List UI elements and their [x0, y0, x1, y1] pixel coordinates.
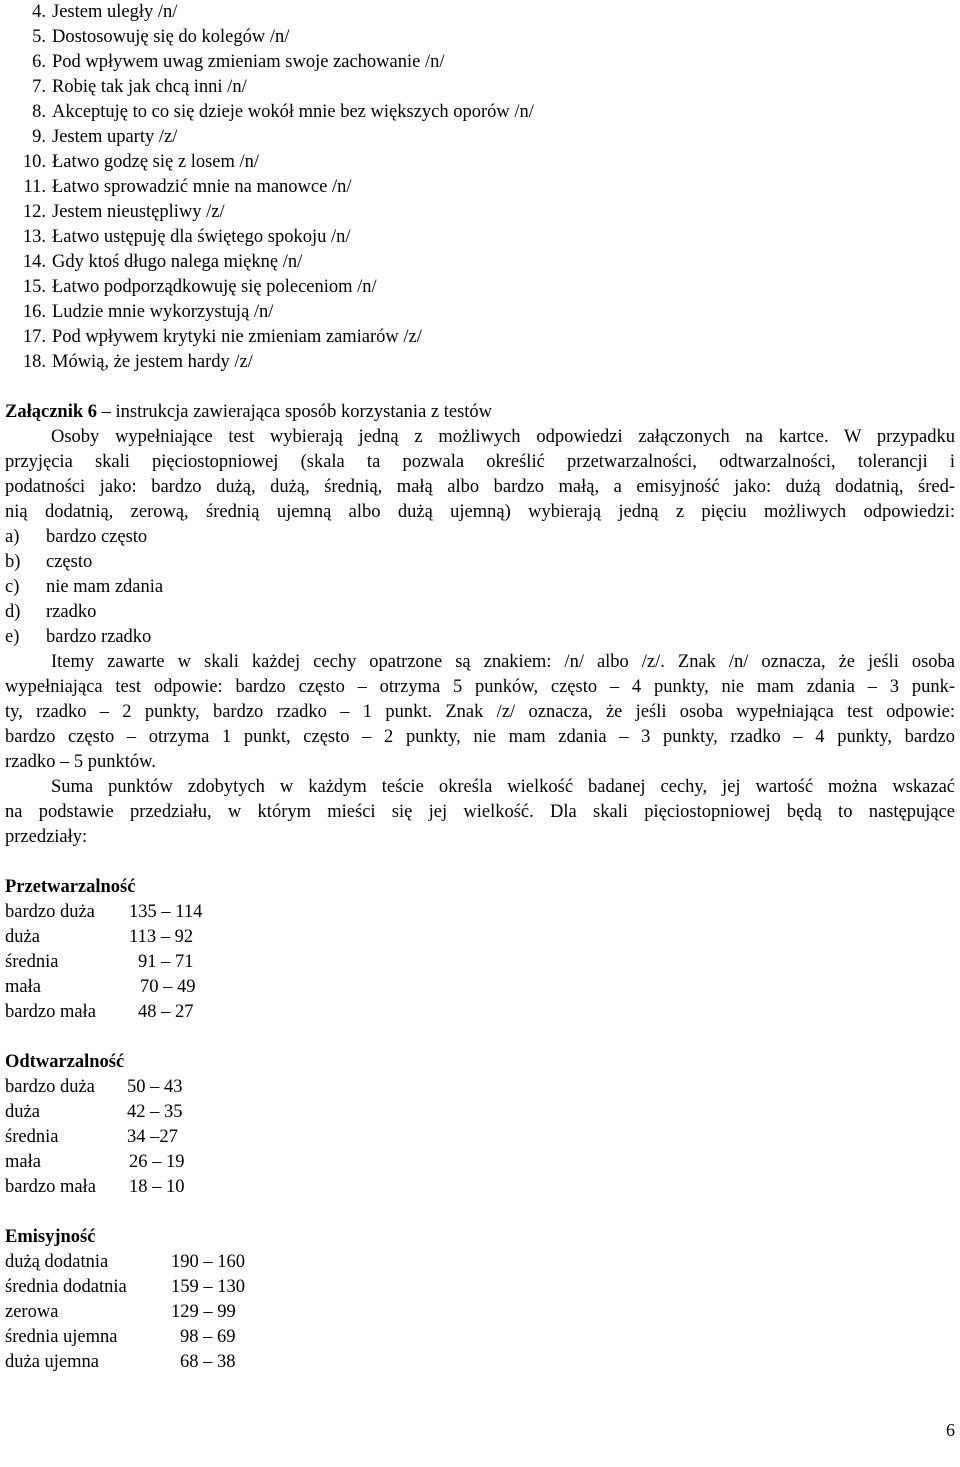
answer-option: e) bardzo rzadko [5, 627, 152, 647]
answer-option: c) nie mam zdania [5, 577, 164, 597]
spacer [5, 1025, 955, 1050]
paragraph-line: bardzo często – otrzyma 1 punkt, często – 2 punkty, nie mam zdania – 3 punkty, rzadko – 4 punkty, bardzo [5, 727, 955, 747]
range-row: średnia dodatnia 159 – 130 [5, 1277, 245, 1297]
section-heading: Odtwarzalność [5, 1052, 125, 1072]
annex-label: Załącznik 6 [5, 402, 97, 422]
range-row: duża 42 – 35 [5, 1102, 183, 1122]
spacer [5, 850, 955, 875]
annex-heading [5, 400, 955, 425]
paragraph-line: Suma punktów zdobytych w każdym teście określa wielkość badanej cechy, jej wartość można wskazać [51, 777, 955, 797]
paragraph-line: przyjęcia skali pięciostopniowej (skala ta pozwala określić przetwarzalności, odtwarzalności, tolerancji i [5, 452, 955, 472]
list-item: 10. Łatwo godzę się z losem /n/ [22, 152, 260, 172]
paragraph-line: wypełniająca test odpowie: bardzo często – otrzyma 5 punków, często – 4 punkty, nie mam zdania – 3 punk- [5, 677, 955, 697]
annex-title: – instrukcja zawierająca sposób korzystania z testów [97, 402, 493, 422]
spacer [5, 1200, 955, 1225]
answer-option: d) rzadko [5, 602, 97, 622]
answer-options [5, 525, 955, 650]
scoring-paragraph [5, 650, 955, 775]
section-przetwarzalnosc [5, 875, 955, 1025]
list-item: 18. Mówią, że jestem hardy /z/ [22, 352, 253, 372]
list-item: 9. Jestem uparty /z/ [32, 127, 178, 147]
ranges-paragraph [5, 775, 955, 850]
paragraph-line: ty, rzadko – 2 punkty, bardzo rzadko – 1 punkt. Znak /z/ oznacza, że jeśli osoba wypełniająca test odpowie: [5, 702, 955, 722]
paragraph-line: podatności jako: bardzo dużą, dużą, średnią, małą albo bardzo małą, a emisyjność jako: dużą dodatnią, śred- [5, 477, 955, 497]
list-item: 11. Łatwo sprowadzić mnie na manowce /n/ [23, 177, 352, 197]
list-item: 7. Robię tak jak chcą inni /n/ [32, 77, 247, 97]
document-page [5, 0, 955, 1375]
range-row: bardzo mała 48 – 27 [5, 1002, 194, 1022]
paragraph-line: przedziały: [5, 827, 88, 847]
list-item: 5. Dostosowuję się do kolegów /n/ [32, 27, 290, 47]
range-row: duża ujemna 68 – 38 [5, 1352, 236, 1372]
list-item: 8. Akceptuję to co się dzieje wokół mnie bez większych oporów /n/ [32, 102, 534, 122]
instruction-paragraph [5, 425, 955, 525]
list-item: 17. Pod wpływem krytyki nie zmieniam zamiarów /z/ [22, 327, 422, 347]
list-item: 16. Ludzie mnie wykorzystują /n/ [22, 302, 274, 322]
list-item: 14. Gdy ktoś długo nalega mięknę /n/ [22, 252, 303, 272]
range-row: średnia 91 – 71 [5, 952, 194, 972]
answer-option: b) często [5, 552, 93, 572]
paragraph-line: Osoby wypełniające test wybierają jedną z możliwych odpowiedzi załączonych na kartce. W przypadku [51, 427, 955, 447]
paragraph-line: na podstawie przedziału, w którym mieści się jej wielkość. Dla skali pięciostopniowej będą to następujące [5, 802, 955, 822]
section-odtwarzalnosc [5, 1050, 955, 1200]
paragraph-line: nią dodatnią, zerową, średnią ujemną albo dużą ujemną) wybierają jedną z pięciu możliwych odpowiedzi: [5, 502, 955, 522]
paragraph-line: rzadko – 5 punktów. [5, 752, 156, 772]
range-row: bardzo duża 135 – 114 [5, 902, 203, 922]
range-row: duża 113 – 92 [5, 927, 194, 947]
range-row: zerowa 129 – 99 [5, 1302, 236, 1322]
list-item: 12. Jestem nieustępliwy /z/ [22, 202, 225, 222]
spacer [5, 375, 955, 400]
paragraph-line: Itemy zawarte w skali każdej cechy opatrzone są znakiem: /n/ albo /z/. Znak /n/ oznacza, że jeśli osoba [51, 652, 955, 672]
answer-option: a) bardzo często [5, 527, 148, 547]
section-emisyjnosc [5, 1225, 955, 1375]
numbered-list [5, 0, 955, 375]
range-row: dużą dodatnia 190 – 160 [5, 1252, 245, 1272]
range-row: mała 70 – 49 [5, 977, 196, 997]
range-row: średnia 34 –27 [5, 1127, 178, 1147]
range-row: bardzo mała 18 – 10 [5, 1177, 185, 1197]
list-item: 4. Jestem uległy /n/ [32, 2, 178, 22]
range-row: średnia ujemna 98 – 69 [5, 1327, 236, 1347]
list-item: 15. Łatwo podporządkowuję się poleceniom /n/ [22, 277, 377, 297]
range-row: bardzo duża 50 – 43 [5, 1077, 183, 1097]
page-number: 6 [946, 1420, 955, 1440]
section-heading: Emisyjność [5, 1227, 96, 1247]
list-item: 6. Pod wpływem uwag zmieniam swoje zachowanie /n/ [32, 52, 445, 72]
range-row: mała 26 – 19 [5, 1152, 185, 1172]
list-item: 13. Łatwo ustępuję dla świętego spokoju /n/ [22, 227, 351, 247]
section-heading: Przetwarzalność [5, 877, 136, 897]
